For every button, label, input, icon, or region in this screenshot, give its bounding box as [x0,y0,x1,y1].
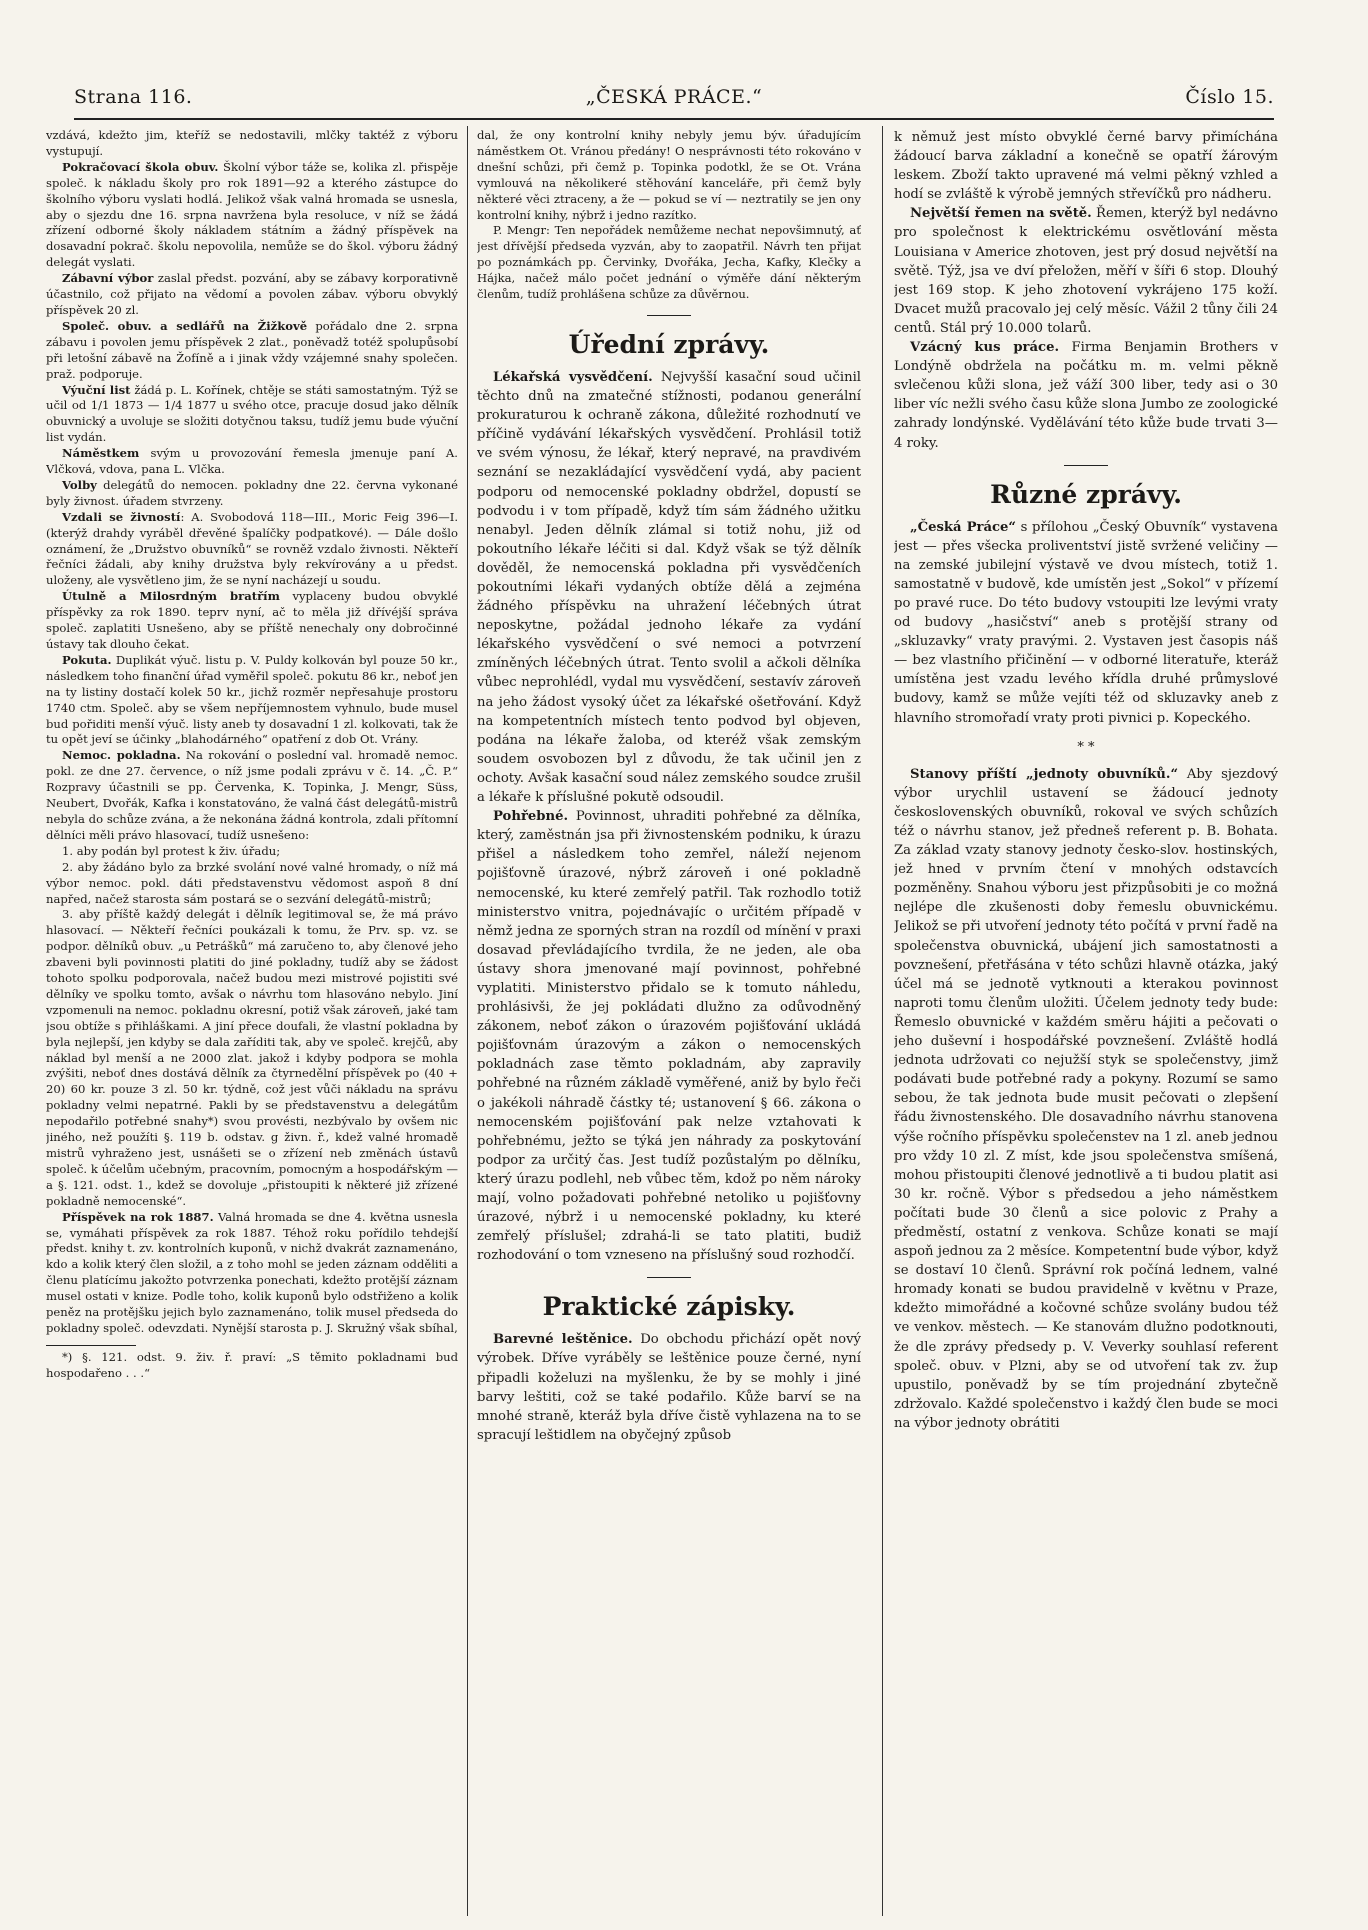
section-divider [1064,465,1108,466]
page-number: Strana 116. [74,86,193,108]
paragraph-text: : A. Svobodová 118—III., Moric Feig 396—I. (kterýž drahdy vyráběl dřevěné špalíčky podpatkové). — Dále došlo oznámení, že „Družstvo obuvníků“ se rovněž vzdalo živnosti. Někteří řečníci žádali, aby knihy družstva byly rekvírovány a u předst. uloženy, ale vysvětleno jim, že se nyní nacházejí u soudu. [46,509,458,588]
paragraph-title: Největší řemen na světě. [910,206,1092,222]
paragraph-title: Výuční list [62,382,131,397]
paragraph-title: Lékařská vysvědčení. [493,369,653,385]
paragraph-text: zaslal předst. pozvání, aby se zábavy korporativně účastnilo, což přijato na vědomí a povolen zábav. výboru obvyklý příspěvek 20 zl. [46,271,458,317]
paragraph [894,518,1278,728]
paragraph-title: Nemoc. pokladna. [62,748,181,763]
paragraph-text: Valná hromada se dne 4. května usnesla se, vymáhati příspěvek za rok 1887. Téhož roku pořídilo tehdejší předst. knihy t. zv. kontrolních kuponů, v nichž dvakrát zaznamenáno, kdo a kolik který člen složil, a z toho mohl se jeden záznam odděliti a členu platícímu jakožto potvrzenka ponechati, kdežto protější záznam musel ostati v knize. Podle toho, kolik kuponů bylo odstřiženo a kolik peněz na protějšku jejich bylo zaznamenáno, tolik musel předseda do pokladny společ. odevzdati. Nynější starosta p. J. Skružný však sbíhal, [46,1209,458,1335]
paragraph-title: Barevné leštěnice. [493,1332,633,1348]
paragraph-title: Pohřebné. [493,809,569,825]
paragraph [46,589,458,653]
paragraph [894,765,1278,1433]
paragraph-text: Duplikát výuč. listu p. V. Puldy kolkován byl pouze 50 kr., následkem toho finanční úřad vyměřil společ. pokutu 86 kr., neboť jen na ty listiny dostačí kolek 50 kr., jichž rozměr nepřesahuje prostoru 1740 ctm. Společ. aby se všem nepříjemnostem vyhnulo, bude musel bud pořiditi menší výuč. listy aneb ty dosavadní 1 zl. kolkovati, tak že tu opět jeví se účinky „blahodárného“ opatření z dob Ot. Vrány. [46,652,458,747]
paragraph-title: Volby [62,477,97,492]
paragraph-text: Povinnost, uhraditi pohřebné za dělníka, který, zaměstnán jsa při živnostenském podniku, k úrazu přišel a následkem toho zemřel, náleží nejenom pojišťovně úrazové, nýbrž zároveň i oné pokladně nemocenské, ku které zemřelý patřil. Tak rozhodlo totiž ministerstvo vnitra, pojednávajíc o určitém případě v němž jedna ze sporných stran na rozdíl od mínění v praxi dosavad převládajícího tvrdila, že ne jeden, ale oba ústavy shora jmenované mají povinnost, pohřebné vyplatiti. Ministerstvo přidalo se k tomuto náhledu, prohlásivši, že jej pokládati dlužno za odůvodněný zákonem, neboť zákon o úrazovém pojišťování ukládá pojišťovnám úrazovým a zákon o nemocenských pokladnách zase těmto pokladnám, aby zapravily pohřebné na různém základě vyměřené, aniž by bylo řeči o jakékoli náhradě částky té; ustanovení § 66. zákona o nemocenském pojišťování pak nelze vztahovati k pohřebnému, ježto se týká jen náhrady za poskytování podpor za určitý čas. Jest tudíž pozůstalým po dělníku, který úrazu podlehl, neb vůbec těm, kdož po něm nároky mají, volno požadovati pohřebné netoliko u pojišťovny úrazové, nýbrž i u nemocenské pokladny, ku které zemřelý příslušel; zdrahá-li se tato platiti, budiž rozhodování o tom vzneseno na příslušný soud rozhodčí. [477,809,861,1264]
paragraph [46,478,458,510]
paragraph [46,319,458,383]
footnote-rule [46,1345,136,1346]
paragraph [46,383,458,447]
column-divider-2 [882,126,883,1916]
header-rule [74,118,1274,120]
journal-title: „ČESKÁ PRÁCE.“ [585,86,763,108]
paragraph [894,338,1278,453]
paragraph [46,653,458,748]
paragraph-title: Pokuta. [62,652,112,667]
column-divider-1 [467,126,468,1916]
paragraph-text: delegátů do nemocen. pokladny dne 22. června vykonané byly živnost. úřadem stvrzeny. [46,477,458,508]
paragraph-title: Vzdali se živností [62,509,181,524]
section-heading-misc: Různé zprávy. [990,479,1182,509]
paragraph [46,160,458,271]
section-divider [647,1277,691,1278]
column-3 [894,128,1278,1898]
paragraph-text: Firma Benjamin Brothers v Londýně obdržela na počátku m. m. velmi pěkně svlečenou kůži slona, jež váží 300 liber, tedy asi o 30 liber víc nežli svého času kůže slona Jumbo ze zoologické zahrady londýnské. Vydělávání této kůže bude trvati 3—4 roky. [894,340,1278,451]
paragraph-title: Stanovy příští „jednoty obuvníků.“ [910,766,1179,782]
paragraph-title: Útulně a Milosrdným bratřím [62,589,280,604]
paragraph-title: Náměstkem [62,446,140,461]
section-heading-official: Úřední zprávy. [568,329,770,359]
paragraph: vzdává, kdežto jim, kteříž se nedostavili, mlčky taktéž z výboru vystupují. [46,128,458,158]
paragraph-text: žádá p. L. Kořínek, chtěje se státi samostatným. Týž se učil od 1/1 1873 — 1/4 1877 u svého otce, pracuje dosud jako dělník obuvnický a uvoluje se složiti dotyčnou taksu, tudíž jemu bude výuční list vydán. [46,382,458,445]
section-divider [647,315,691,316]
paragraph-text: Aby sjezdový výbor urychlil ustavení se žádoucí jednoty československých obuvníků, rokoval ve svých schůzích též o návrhu stanov, jež předneš referent p. B. Bohata. Za základ vzaty stanovy jednoty česko-slov. hostinských, jež hned v prvním čtení v mnohých odstavcích pozměněny. Snahou výboru jest přizpůsobiti je co možná nejlépe dle zkušenosti doby řemeslu obuvnickému. Jelikož se při utvoření jednoty této počítá v první řadě na společenstva obuvnická, ubájení jich samostatnosti a povznešení, přetřásána v této schůzi hlavně otázka, jaký účel má se jednotě vytknouti a kterakou povinnost naproti tomu členům uložiti. Účelem jednoty tedy bude: Řemeslo obuvnické v každém směru hájiti a pečovati o jeho duševní i hospodářské povznešení. Zvláště hodlá jednota udržovati co nejužší styk se společenstvy, jimž podávati bude potřebné rady a pokyny. Rozumí se samo sebou, že tak jednota bude musit pečovati o zlepšení řádu živnostenského. Dle dosavadního návrhu stanovena výše ročního příspěvku společenstev na 1 zl. aneb jednou pro vždy 10 zl. Z míst, kde jsou společenstva smíšená, mohou přistoupiti členové jednotlivě a ti budou platit asi 30 kr. ročně. Výbor s předsedou a jeho náměstkem počítati bude 30 členů a sice polovic z Prahy a předměstí, ostatní z venkova. Schůze konati se mají aspoň jednou za 2 měsíce. Kompetentní bude výbor, když se dostaví 10 členů. Správní rok počíná lednem, valné hromady konati se budou pravidelně v květnu v Praze, kdežto mimořádné a kočovné schůze svolány budou též ve venkov. městech. — Ke stanovám dlužno podotknouti, že dle zprávy předsedy p. V. Veverky souhlasí referent společ. obuv. v Plzni, aby se od utvoření tak zv. žup upustilo, poněvadž by se tím projednání zbytečně zdržovalo. Každé společenstvo i každý člen bude se moci na výbor jednoty obrátiti [894,766,1278,1431]
paragraph: k němuž jest místo obvyklé černé barvy přimíchána žádoucí barva základní a konečně se opatří žárovým leskem. Zboží takto upravené má velmi pěkný vzhled a hodí se zvláště k výrobě jemných střevíčků pro nádheru. [894,130,1278,203]
paragraph [46,510,458,590]
paragraph-text: Nejvyšší kasační soud učinil těchto dnů na zmatečné stížnosti, podanou generální prokuraturou k ochraně zákona, důležité rozhodnutí ve příčině vydávání lékařských vysvědčení. Prohlásil totiž ve svém výnosu, že lékař, který nepravé, na pravdivém seznání se nezakládající vysvědčení vydá, aby pacient podporu od nemocenské pokladny obdržel, dopustí se podvodu i v tom případě, když tím sám žádného užitku nenabyl. Jeden dělník zlámal si totiž nohu, již od pokoutního lékaře léčiti si dal. Když však se týž dělník dověděl, že nemocenská pokladna při vysvědčeních pokoutními lékaři vydaných obtíže dělá a zejména žádného příspěvku na uhražení léčebných útrat neposkytne, požádal jednoho lékaře za vydání lékařského vysvědčení o své nemoci a potvrzení zmíněných léčebných útrat. Tento svolil a ačkoli dělníka vůbec neprohlédl, vydal mu vysvědčení, sestavív zároveň na jeho žádost vysoký účet za lékařské ošetřování. Když na kompetentních místech tento podvod byl objeven, podána na lékaře žaloba, od kteréž však zemským soudem osvobozen byl z důvodu, že tak učinil jen z ochoty. Avšak kasační soud nález zemského soudce zrušil a lékaře k příslušné pokutě odsoudil. [477,369,861,806]
section-heading-practical: Praktické zápisky. [542,1292,796,1322]
paragraph [46,1210,458,1337]
paragraph-text: pořádalo dne 2. srpna zábavu i povolen jemu příspěvek 2 zlat., poněvadž totéž spolupůsobí při letošní zábavě na Žofíně a i jinak vždy vzájemné snahy společen. praž. podporuje. [46,318,458,381]
paragraph [46,446,458,478]
paragraph-title: „Česká Práce“ [910,519,1017,535]
paragraph: 1. aby podán byl protest k živ. úřadu; [62,843,281,858]
paragraph [477,368,861,807]
paragraph-text: Na rokování o poslední val. hromadě nemoc. pokl. ze dne 27. července, o níž jsme podali zprávu v č. 14. „Č. P.“ Rozpravy účastnili se pp. Červenka, K. Topinka, J. Mengr, Süss, Neubert, Dvořák, Kafka i konstatováno, že valná část delegátů-mistrů nebyla do schůze zvána, a že nekonána žádná kontrola, zdali přítomní dělníci měli právo hlasovací, tudíž usnešeno: [46,748,458,842]
paragraph [477,1330,861,1445]
paragraph [46,271,458,319]
paragraph-text: vyplaceny budou obvyklé příspěvky za rok 1890. teprv nyní, ač to měla již dřívéjší správa společ. zaplatiti Usnešeno, aby se příště nenechaly ony dobročinné ústavy tak dlouho čekat. [46,589,458,651]
asterisk-divider: * * [1077,739,1095,755]
paragraph-text: Do obchodu přichází opět nový výrobek. Dříve vyráběly se leštěnice pouze černé, nyní připadli koželuzi na myšlenku, že by se mohly i jiné barvy leštiti, což se také podařilo. Kůže barví se na mnohé straně, kteráž byla dříve čistě vyhlazena na to se spracují leštidlem na obyčejný způsob [477,1332,861,1443]
paragraph: 2. aby žádáno bylo za brzké svolání nové valné hromady, o níž má výbor nemoc. pokl. dáti představenstvu vědomost aspoň 8 dní napřed, načež starosta sám postará se o sezvání delegátů-mistrů; [46,859,458,906]
paragraph-text: Řemen, kterýž byl nedávno pro společnost k elektrickému osvětlování města Louisiana v Americe zhotoven, jest prý dosud největší na světě. Týž, jsa ve dví přeložen, měří v šíři 6 stop. Dlouhý jest 169 stop. K jeho zhotovení vykrájeno 175 koží. Dvacet mužů pracovalo jej celý měsíc. Vážil 2 tůny čili 24 centů. Stál prý 10.000 tolarů. [894,206,1278,336]
section-body [477,368,861,1445]
paragraph-title: Příspěvek na rok 1887. [62,1209,214,1224]
issue-number: Číslo 15. [1185,86,1274,108]
paragraph-title: Zábavní výbor [62,271,154,286]
paragraph-title: Společ. obuv. a sedlářů na Žižkově [62,318,308,333]
page-header [74,86,1274,120]
paragraph-title: Vzácný kus práce. [910,340,1060,356]
column-2 [477,128,861,1898]
paragraph-title: Pokračovací škola obuv. [62,159,219,174]
paragraph [894,204,1278,338]
paragraph-text: Školní výbor táže se, kolika zl. přispěje společ. k nákladu školy pro rok 1891—92 a kterého zástupce do školního výboru vyslati hodlá. Jelikož však valná hromada se usnesla, aby o sjezdu dne 16. srpna navržena byla resoluce, v níž se žádá zřízení odborné školy nákladem státním a žádný příspěvek na dosavadní pokrač. školu nepovolila, nemůže se do škol. výboru žádný delegát vyslati. [46,159,458,270]
paragraph [46,748,458,843]
paragraph: P. Mengr: Ten nepořádek nemůžeme nechat nepovšimnutý, ať jest dřívější předseda vyzván, aby to zaopatřil. Návrh ten přijat po poznámkách pp. Červinky, Dvořáka, Jecha, Kafky, Klečky a Hájka, načež málo počet jednání o výměře dání některým členům, tudíž prohlášena schůze za důvěrnou. [477,223,861,302]
paragraph-text: s přílohou „Český Obuvník“ vystavena jest — přes všecka proliventství jistě svržené veličiny — na zemské jubilejní výstavě ve dvou místech, totiž 1. samostatně v budově, kde umístěn jest „Sokol“ v přízemí po pravé ruce. Do této budovy vstoupiti lze levými vraty od budovy „hasičství“ aneb s protější strany od „skluzavky“ vraty pravými. 2. Vystaven jest časopis náš — bez vlastního přičinění — v odborné literatuře, kteráž umístěna jest vzadu levého křídla druhé průmyslové budovy, kamž se může vejíti též od skluzavky aneb z hlavního stromořadí vraty proti pivnici p. Kopeckého. [894,519,1278,726]
paragraph: 3. aby příště každý delegát i dělník legitimoval se, že má právo hlasovací. — Někteří řečníci poukázali k tomu, že Prv. sp. vz. se podpor. dělníků obuv. „u Petrášků“ má zaručeno to, aby členové jeho zbaveni byli povinnosti platiti do jiné pokladny, tudíž aby se žádost tohoto spolku podporovala, načež budou mezi mistrové pojistiti své dělníky ve spolku tomto, avšak o návrhu tom hlasováno nebylo. Jiní vzpomenuli na nemoc. pokladnu okresní, potiž však zároveň, jaké tam jsou obtíže s přihláškami. A jiní přece doufali, že vlastní pokladna by byla nejlepší, jen kdyby se dala zaříditi tak, aby ve společ. krejčů, aby náklad byl menší a ne 2000 zlat. jakož i kdyby podpora se mohla zvýšiti, neboť dnes dostává dělník za čtyrnedělní příspěvek po (40 + 20) 60 kr. pouze 3 zl. 50 kr. týdně, což jest vůči nákladu na správu pokladny velmi nepatrné. Pakli by se představenstvu a delegátům nepodařilo potřebné snahy*) svou provésti, nezbývalo by ovšem nic jiného, než použíti §. 119 b. odstav. g živn. ř., kdež valné hromadě mistrů vyhraženo jest, usnášeti se o zřízení neb změnách ústavů společ. k účelům učebným, pracovním, pomocným a hospodářským — a §. 121. odst. 1., kdež se dovoluje „přistoupiti k některé již zřízené pokladně nemocenské“. [46,907,458,1208]
paragraph: dal, že ony kontrolní knihy nebyly jemu býv. úřadujícím náměstkem Ot. Vránou předány! O nesprávnosti této rokováno v dnešní schůzi, při čemž p. Topinka podotkl, že se Ot. Vrána vymlouvá na několikeré stěhování kanceláře, při čemž byly některé věci ztraceny, a že — pokud se ví — neztratily se jen ony kontrolní knihy, nýbrž i jedno razítko. [477,128,861,222]
footnote: *) §. 121. odst. 9. živ. ř. praví: „S těmito pokladnami buď hospodařeno . . .“ [46,1349,458,1380]
column-1 [46,128,458,1898]
paragraph [477,807,861,1265]
paragraph-text: svým u provozování řemesla jmenuje paní A. Vlčková, vdova, pana L. Vlčka. [46,446,458,477]
